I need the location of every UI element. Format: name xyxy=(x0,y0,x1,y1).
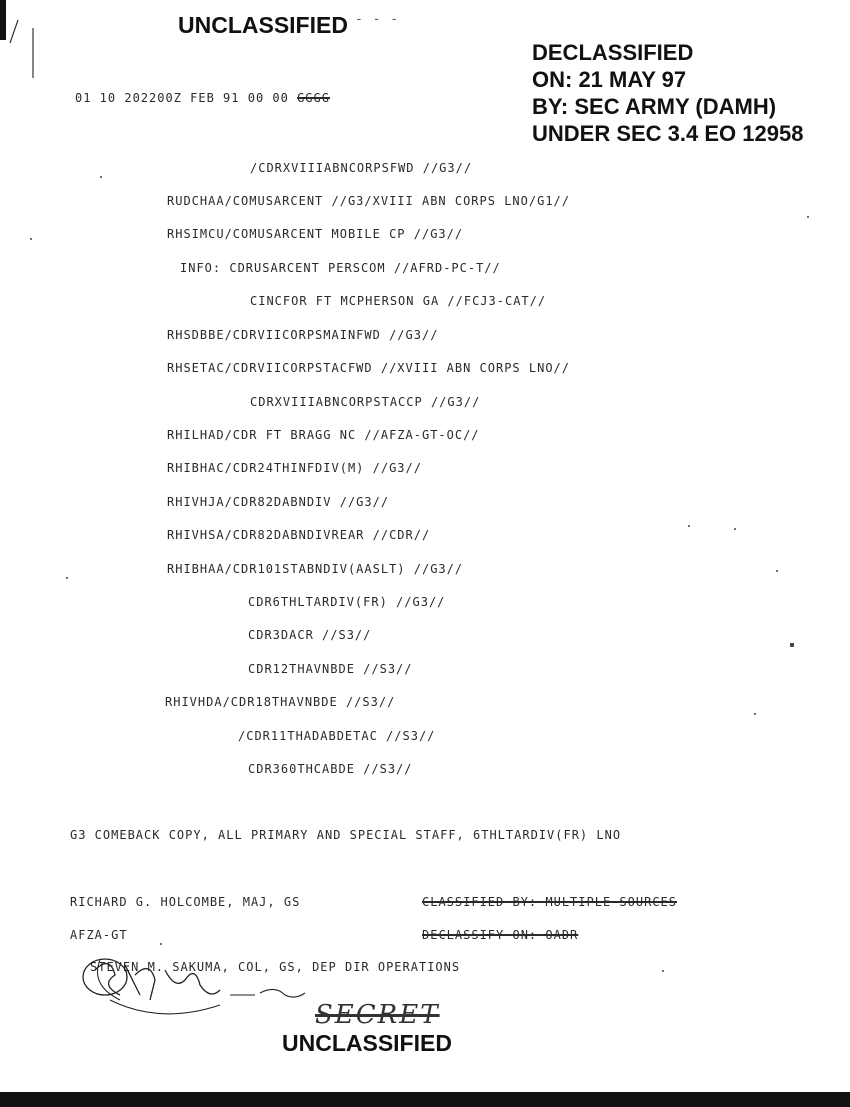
releaser-line: STEVEN M. SAKUMA, COL, GS, DEP DIR OPERATIONS xyxy=(90,960,461,974)
routing-line: RHSDBBE/CDRVIICORPSMAINFWD //G3// xyxy=(167,328,439,342)
dtg-text: 01 10 202200Z FEB 91 00 00 xyxy=(75,91,289,105)
declass-line: BY: SEC ARMY (DAMH) xyxy=(532,94,777,119)
declass-line: DECLASSIFIED xyxy=(532,40,694,65)
scan-speck xyxy=(790,643,794,647)
routing-line: CDRXVIIIABNCORPSTACCP //G3// xyxy=(250,395,481,409)
distribution-line: G3 COMEBACK COPY, ALL PRIMARY AND SPECIAL STAFF, 6THLTARDIV(FR) LNO xyxy=(70,828,622,842)
scan-speck xyxy=(807,216,809,218)
routing-line: CINCFOR FT MCPHERSON GA //FCJ3-CAT// xyxy=(250,294,547,308)
scan-speck xyxy=(662,970,664,972)
routing-line: CDR3DACR //S3// xyxy=(248,628,372,642)
routing-line: /CDR11THADABDETAC //S3// xyxy=(238,729,436,743)
dtg-struck-code: GGGG xyxy=(297,91,330,105)
scan-speck xyxy=(160,943,162,945)
handwritten-signature xyxy=(80,955,340,1030)
drafter-line: RICHARD G. HOLCOMBE, MAJ, GS xyxy=(70,895,301,909)
margin-mark xyxy=(8,18,38,83)
marking-smudge: - - - xyxy=(355,12,400,27)
scan-speck xyxy=(66,577,68,579)
routing-line: RHIVHDA/CDR18THAVNBDE //S3// xyxy=(165,695,396,709)
declass-line: UNDER SEC 3.4 EO 12958 xyxy=(532,121,804,146)
routing-line: RHSIMCU/COMUSARCENT MOBILE CP //G3// xyxy=(167,227,464,241)
classified-by-struck: CLASSIFIED BY: MULTIPLE SOURCES xyxy=(422,895,677,909)
scan-speck xyxy=(734,528,736,530)
office-symbol: AFZA-GT xyxy=(70,928,128,942)
struck-secret-marking: SECRET xyxy=(315,1000,440,1030)
scan-speck xyxy=(688,525,690,527)
bottom-classification-marking: UNCLASSIFIED xyxy=(282,1030,452,1056)
scan-speck xyxy=(776,570,778,572)
routing-line: RHIVHJA/CDR82DABNDIV //G3// xyxy=(167,495,390,509)
declassify-on-struck: DECLASSIFY ON: OADR xyxy=(422,928,579,942)
routing-line: CDR6THLTARDIV(FR) //G3// xyxy=(248,595,446,609)
routing-line: CDR12THAVNBDE //S3// xyxy=(248,662,413,676)
routing-line: CDR360THCABDE //S3// xyxy=(248,762,413,776)
scan-speck xyxy=(754,713,756,715)
routing-line: RHILHAD/CDR FT BRAGG NC //AFZA-GT-OC// xyxy=(167,428,480,442)
routing-line: INFO: CDRUSARCENT PERSCOM //AFRD-PC-T// xyxy=(180,261,501,275)
top-classification-marking: UNCLASSIFIED xyxy=(178,12,348,38)
routing-line: RHIVHSA/CDR82DABNDIVREAR //CDR// xyxy=(167,528,431,542)
dtg-line xyxy=(75,91,330,105)
scan-bottom-edge xyxy=(0,1092,850,1107)
declass-line: ON: 21 MAY 97 xyxy=(532,67,687,92)
routing-line: /CDRXVIIIABNCORPSFWD //G3// xyxy=(250,161,473,175)
routing-line: RHIBHAC/CDR24THINFDIV(M) //G3// xyxy=(167,461,422,475)
routing-line: RUDCHAA/COMUSARCENT //G3/XVIII ABN CORPS LNO/G1// xyxy=(167,194,571,208)
routing-line: RHIBHAA/CDR101STABNDIV(AASLT) //G3// xyxy=(167,562,464,576)
scan-edge-mark xyxy=(0,0,6,40)
scan-speck xyxy=(30,238,32,240)
routing-line: RHSETAC/CDRVIICORPSTACFWD //XVIII ABN CORPS LNO// xyxy=(167,361,571,375)
scan-speck xyxy=(100,176,102,178)
